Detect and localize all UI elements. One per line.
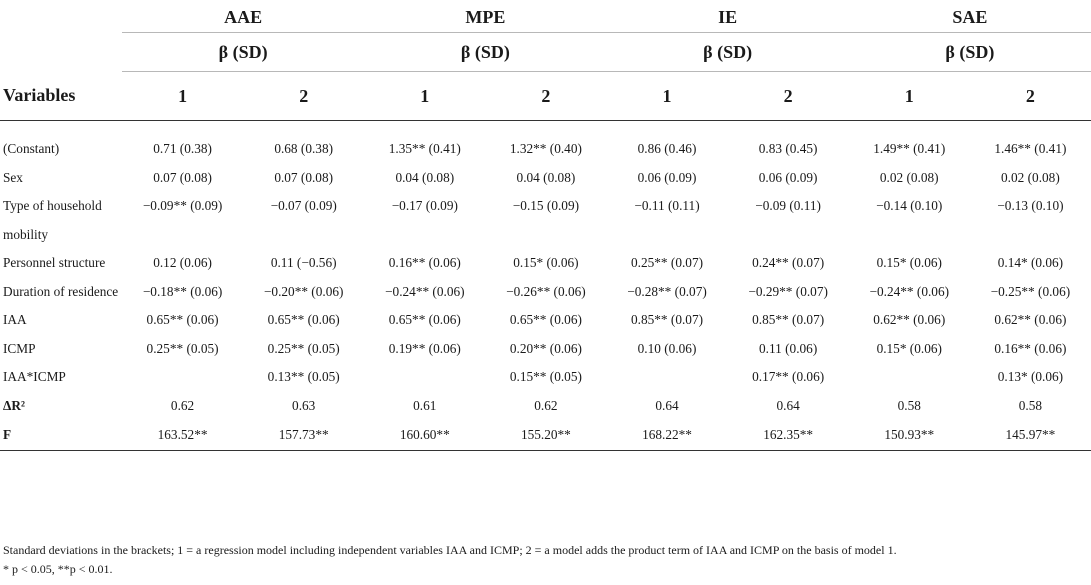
beta-header-row (0, 33, 1091, 72)
stat-cell: 157.73** (243, 420, 364, 451)
beta-sd-header: β (SD) (849, 33, 1091, 72)
row-label: Personnel structure (3, 255, 106, 270)
footnote-line: Standard deviations in the brackets; 1 = a regression model including independent variables IAA and ICMP; 2 = a model adds the product term of IAA and ICMP on the basis of model 1. (3, 543, 897, 557)
table-cell: 0.20** (0.06) (509, 340, 582, 356)
table-cell: 0.65** (0.06) (267, 312, 340, 328)
table-cell: 0.25** (0.07) (631, 255, 704, 270)
model-label: 2 (970, 72, 1091, 121)
table-cell: 0.62** (0.06) (873, 312, 946, 328)
row-label: IAA (3, 312, 27, 327)
table-cell: 0.11 (−0.56) (270, 255, 337, 270)
table-cell: −0.07 (0.09) (270, 198, 337, 213)
table-cell: 0.15* (0.06) (876, 340, 942, 356)
beta-sd-header: β (SD) (606, 33, 848, 72)
table-cell: 1.35** (0.41) (388, 141, 461, 157)
table-cell: −0.24** (0.06) (385, 283, 465, 299)
table-cell: 0.65** (0.06) (388, 312, 461, 328)
table-cell: −0.18** (0.06) (142, 283, 223, 299)
table-cell: 0.65** (0.06) (146, 312, 219, 328)
table-cell: 0.86 (0.46) (637, 141, 697, 157)
stat-cell: 0.58 (897, 397, 921, 413)
table-cell: 0.13** (0.05) (267, 369, 340, 385)
table-cell: 0.07 (0.08) (153, 169, 212, 185)
group-header-sae: SAE (849, 0, 1091, 33)
table-cell: 0.04 (0.08) (516, 169, 576, 185)
stat-cell: 0.62 (170, 397, 195, 413)
table-cell: −0.09** (0.09) (142, 198, 223, 213)
stat-cell: 155.20** (485, 420, 606, 451)
model-label: 1 (122, 72, 243, 121)
table-cell: 0.16** (0.06) (994, 340, 1067, 356)
table-cell: 1.49** (0.41) (873, 141, 946, 157)
table-cell: −0.09 (0.11) (755, 198, 821, 213)
stat-cell: 150.93** (849, 420, 970, 451)
table-cell: 0.06 (0.09) (758, 169, 818, 185)
table-cell: 0.83 (0.45) (758, 141, 818, 157)
table-cell: −0.13 (0.10) (997, 198, 1064, 213)
table-cell: 0.85** (0.07) (752, 312, 825, 328)
stat-cell: 0.63 (292, 397, 316, 413)
table-cell: −0.24** (0.06) (869, 283, 950, 299)
stat-row-f (0, 420, 1091, 451)
model-label: 1 (606, 72, 727, 121)
table-cell: −0.25** (0.06) (990, 283, 1071, 299)
table-cell: 0.13* (0.06) (997, 369, 1064, 385)
table-cell: 0.71 (0.38) (153, 141, 212, 157)
stat-cell: 163.52** (122, 420, 243, 451)
table-cell: 0.02 (0.08) (879, 169, 939, 185)
row-label: ICMP (3, 340, 36, 356)
variables-header: Variables (0, 72, 122, 121)
stat-cell: 145.97** (970, 420, 1091, 451)
stat-label: F (0, 420, 122, 451)
table-cell: 0.62** (0.06) (994, 312, 1067, 328)
table-cell: 0.02 (0.08) (1001, 169, 1060, 185)
table-cell: 0.07 (0.08) (274, 169, 334, 185)
stat-row-delta-r2 (0, 392, 1091, 421)
table-row (0, 164, 1091, 193)
table-cell: −0.15 (0.09) (512, 198, 580, 213)
table-row (0, 363, 1091, 392)
table-cell: 0.25** (0.05) (146, 340, 219, 356)
table-cell: 0.12 (0.06) (153, 255, 212, 270)
beta-sd-header: β (SD) (122, 33, 364, 72)
row-label: Duration of residence (3, 283, 119, 299)
table-cell: 1.32** (0.40) (509, 141, 582, 157)
table-cell (606, 363, 727, 392)
table-cell: 0.19** (0.06) (388, 340, 461, 356)
table-cell: 1.46** (0.41) (994, 141, 1067, 157)
model-label: 2 (485, 72, 606, 121)
table-cell: 0.15* (0.06) (876, 255, 942, 270)
table-cell: 0.06 (0.09) (637, 169, 697, 185)
table-cell: 0.68 (0.38) (274, 141, 334, 157)
table-cell: 0.16** (0.06) (388, 255, 461, 270)
row-label: Type of household mobility (3, 198, 102, 242)
table-cell: 0.85** (0.07) (631, 312, 704, 328)
group-header-ie: IE (606, 0, 848, 33)
row-label: (Constant) (3, 141, 60, 156)
table-row (0, 249, 1091, 278)
table-footnote (3, 541, 1089, 579)
stat-cell: 0.58 (1018, 397, 1043, 413)
table-cell: −0.11 (0.11) (634, 198, 700, 213)
table-row (0, 306, 1091, 335)
group-header-mpe: MPE (364, 0, 606, 33)
model-label: 2 (728, 72, 849, 121)
group-header-row (0, 0, 1091, 33)
table-cell: 0.14* (0.06) (997, 255, 1064, 270)
model-label: 1 (849, 72, 970, 121)
table-row (0, 335, 1091, 364)
table-cell: 0.24** (0.07) (752, 255, 825, 270)
beta-sd-header: β (SD) (364, 33, 606, 72)
table-cell: 0.04 (0.08) (395, 169, 455, 185)
table-cell: 0.10 (0.06) (637, 340, 697, 356)
table-cell: −0.28** (0.07) (627, 283, 707, 299)
stat-cell: 0.62 (534, 397, 558, 413)
table-cell: −0.14 (0.10) (876, 198, 943, 213)
table-cell: −0.29** (0.07) (748, 283, 828, 299)
footnote-significance: * p < 0.05, **p < 0.01. (3, 562, 113, 576)
stat-cell: 162.35** (728, 420, 849, 451)
table-cell: −0.20** (0.06) (263, 283, 344, 299)
table-row (0, 278, 1091, 307)
stat-cell: 168.22** (606, 420, 727, 451)
table-cell: 0.15** (0.05) (509, 369, 582, 385)
table-cell (364, 363, 485, 392)
table-cell: 0.11 (0.06) (759, 340, 818, 356)
table-row (0, 135, 1091, 164)
stat-label: ΔR² (3, 397, 25, 413)
table-cell: 0.15* (0.06) (513, 255, 579, 270)
model-label: 1 (364, 72, 485, 121)
stat-cell: 0.64 (655, 397, 679, 413)
stat-cell: 0.61 (413, 397, 437, 413)
model-label: 2 (243, 72, 364, 121)
stat-cell: 0.64 (776, 397, 800, 413)
table-cell: 0.25** (0.05) (267, 340, 340, 356)
table-cell: 0.65** (0.06) (509, 312, 582, 328)
row-label: IAA*ICMP (3, 369, 66, 384)
model-header-row (0, 72, 1091, 121)
row-label: Sex (3, 169, 23, 185)
stat-cell: 160.60** (364, 420, 485, 451)
table-row (0, 192, 1091, 249)
table-cell: 0.17** (0.06) (752, 369, 825, 385)
table-cell (849, 363, 970, 392)
table-cell (122, 363, 243, 392)
table-cell: −0.17 (0.09) (391, 198, 458, 213)
group-header-aae: AAE (122, 0, 364, 33)
table-cell: −0.26** (0.06) (506, 283, 586, 299)
